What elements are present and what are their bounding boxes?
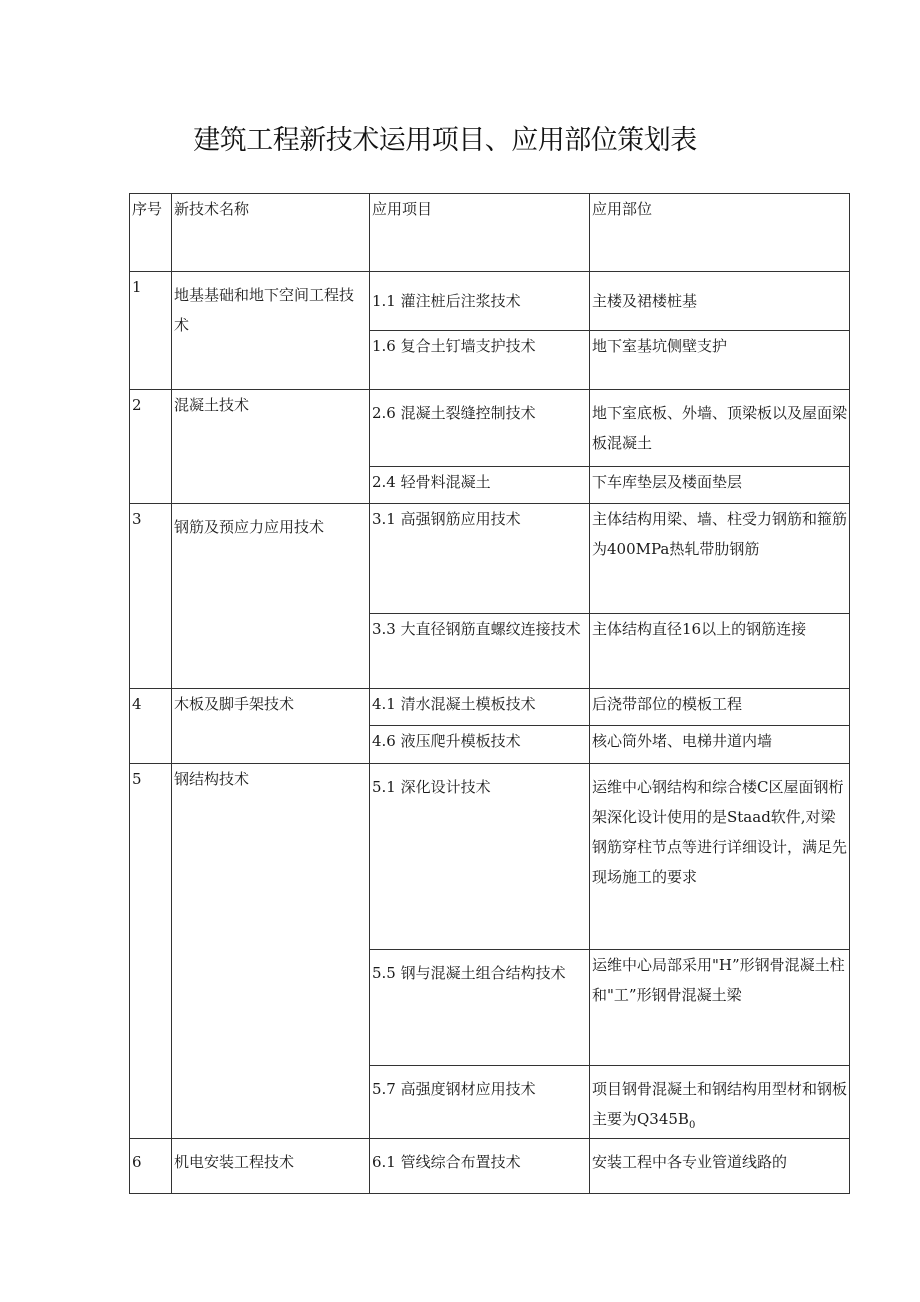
item-cell: 4.6 液压爬升模板技术 xyxy=(370,726,590,764)
item-cell: 3.1 高强钢筋应用技术 xyxy=(370,504,590,614)
seq-cell: 4 xyxy=(130,689,172,764)
table-row xyxy=(130,764,850,950)
seq-cell: 6 xyxy=(130,1139,172,1194)
location-cell: 核心筒外堵、电梯井道内墙 xyxy=(590,726,850,764)
table-row xyxy=(130,689,850,726)
tech-name-cell: 木板及脚手架技术 xyxy=(172,689,370,764)
table-row xyxy=(130,504,850,614)
location-cell: 地下室底板、外墙、顶梁板以及屋面梁板混凝土 xyxy=(590,390,850,467)
location-cell: 安装工程中各专业管道线路的 xyxy=(590,1139,850,1194)
item-cell: 3.3 大直径钢筋直螺纹连接技术 xyxy=(370,614,590,689)
item-cell: 2.6 混凝土裂缝控制技术 xyxy=(370,390,590,467)
item-cell: 5.5 钢与混凝土组合结构技术 xyxy=(370,950,590,1066)
item-cell: 5.7 高强度钢材应用技术 xyxy=(370,1066,590,1139)
seq-cell: 2 xyxy=(130,390,172,504)
location-text: 项目钢骨混凝土和钢结构用型材和钢板主要为Q345B xyxy=(592,1080,848,1128)
table-row xyxy=(130,1139,850,1194)
header-item: 应用项目 xyxy=(370,194,590,272)
item-cell: 4.1 清水混凝土模板技术 xyxy=(370,689,590,726)
location-cell: 运维中心局部采用"H”形钢骨混凝土柱和"工”形钢骨混凝土梁 xyxy=(590,950,850,1066)
strategy-table xyxy=(129,193,850,1194)
tech-name-cell: 机电安装工程技术 xyxy=(172,1139,370,1194)
location-cell: 地下室基坑侧壁支护 xyxy=(590,331,850,390)
header-location: 应用部位 xyxy=(590,194,850,272)
table-row xyxy=(130,272,850,331)
tech-name-cell: 地基基础和地下空间工程技术 xyxy=(172,272,370,390)
tech-name-cell: 钢结构技术 xyxy=(172,764,370,1139)
location-cell: 下车库垫层及楼面垫层 xyxy=(590,467,850,504)
header-seq: 序号 xyxy=(130,194,172,272)
location-cell: 主楼及裙楼桩基 xyxy=(590,272,850,331)
seq-cell: 5 xyxy=(130,764,172,1139)
table-row xyxy=(130,390,850,467)
seq-cell: 1 xyxy=(130,272,172,390)
page-title: 建筑工程新技术运用项目、应用部位策划表 xyxy=(193,125,697,156)
item-cell: 1.1 灌注桩后注浆技术 xyxy=(370,272,590,331)
location-cell: 主体结构直径16以上的钢筋连接 xyxy=(590,614,850,689)
item-cell: 5.1 深化设计技术 xyxy=(370,764,590,950)
seq-cell: 3 xyxy=(130,504,172,689)
location-cell xyxy=(590,1066,850,1139)
item-cell: 6.1 管线综合布置技术 xyxy=(370,1139,590,1194)
header-name: 新技术名称 xyxy=(172,194,370,272)
location-cell: 主体结构用梁、墙、柱受力钢筋和箍筋为400MPa热轧带肋钢筋 xyxy=(590,504,850,614)
location-cell: 后浇带部位的模板工程 xyxy=(590,689,850,726)
tech-name-cell: 混凝土技术 xyxy=(172,390,370,504)
item-cell: 1.6 复合土钉墙支护技术 xyxy=(370,331,590,390)
tech-name-cell: 钢筋及预应力应用技术 xyxy=(172,504,370,689)
item-cell: 2.4 轻骨料混凝土 xyxy=(370,467,590,504)
location-cell: 运维中心钢结构和综合楼C区屋面钢桁架深化设计使用的是Staad软件,对梁钢筋穿柱节点等进行详细设计，满足先现场施工的要求 xyxy=(590,764,850,950)
table-header-row xyxy=(130,194,850,272)
location-subscript: 0 xyxy=(688,1120,696,1131)
